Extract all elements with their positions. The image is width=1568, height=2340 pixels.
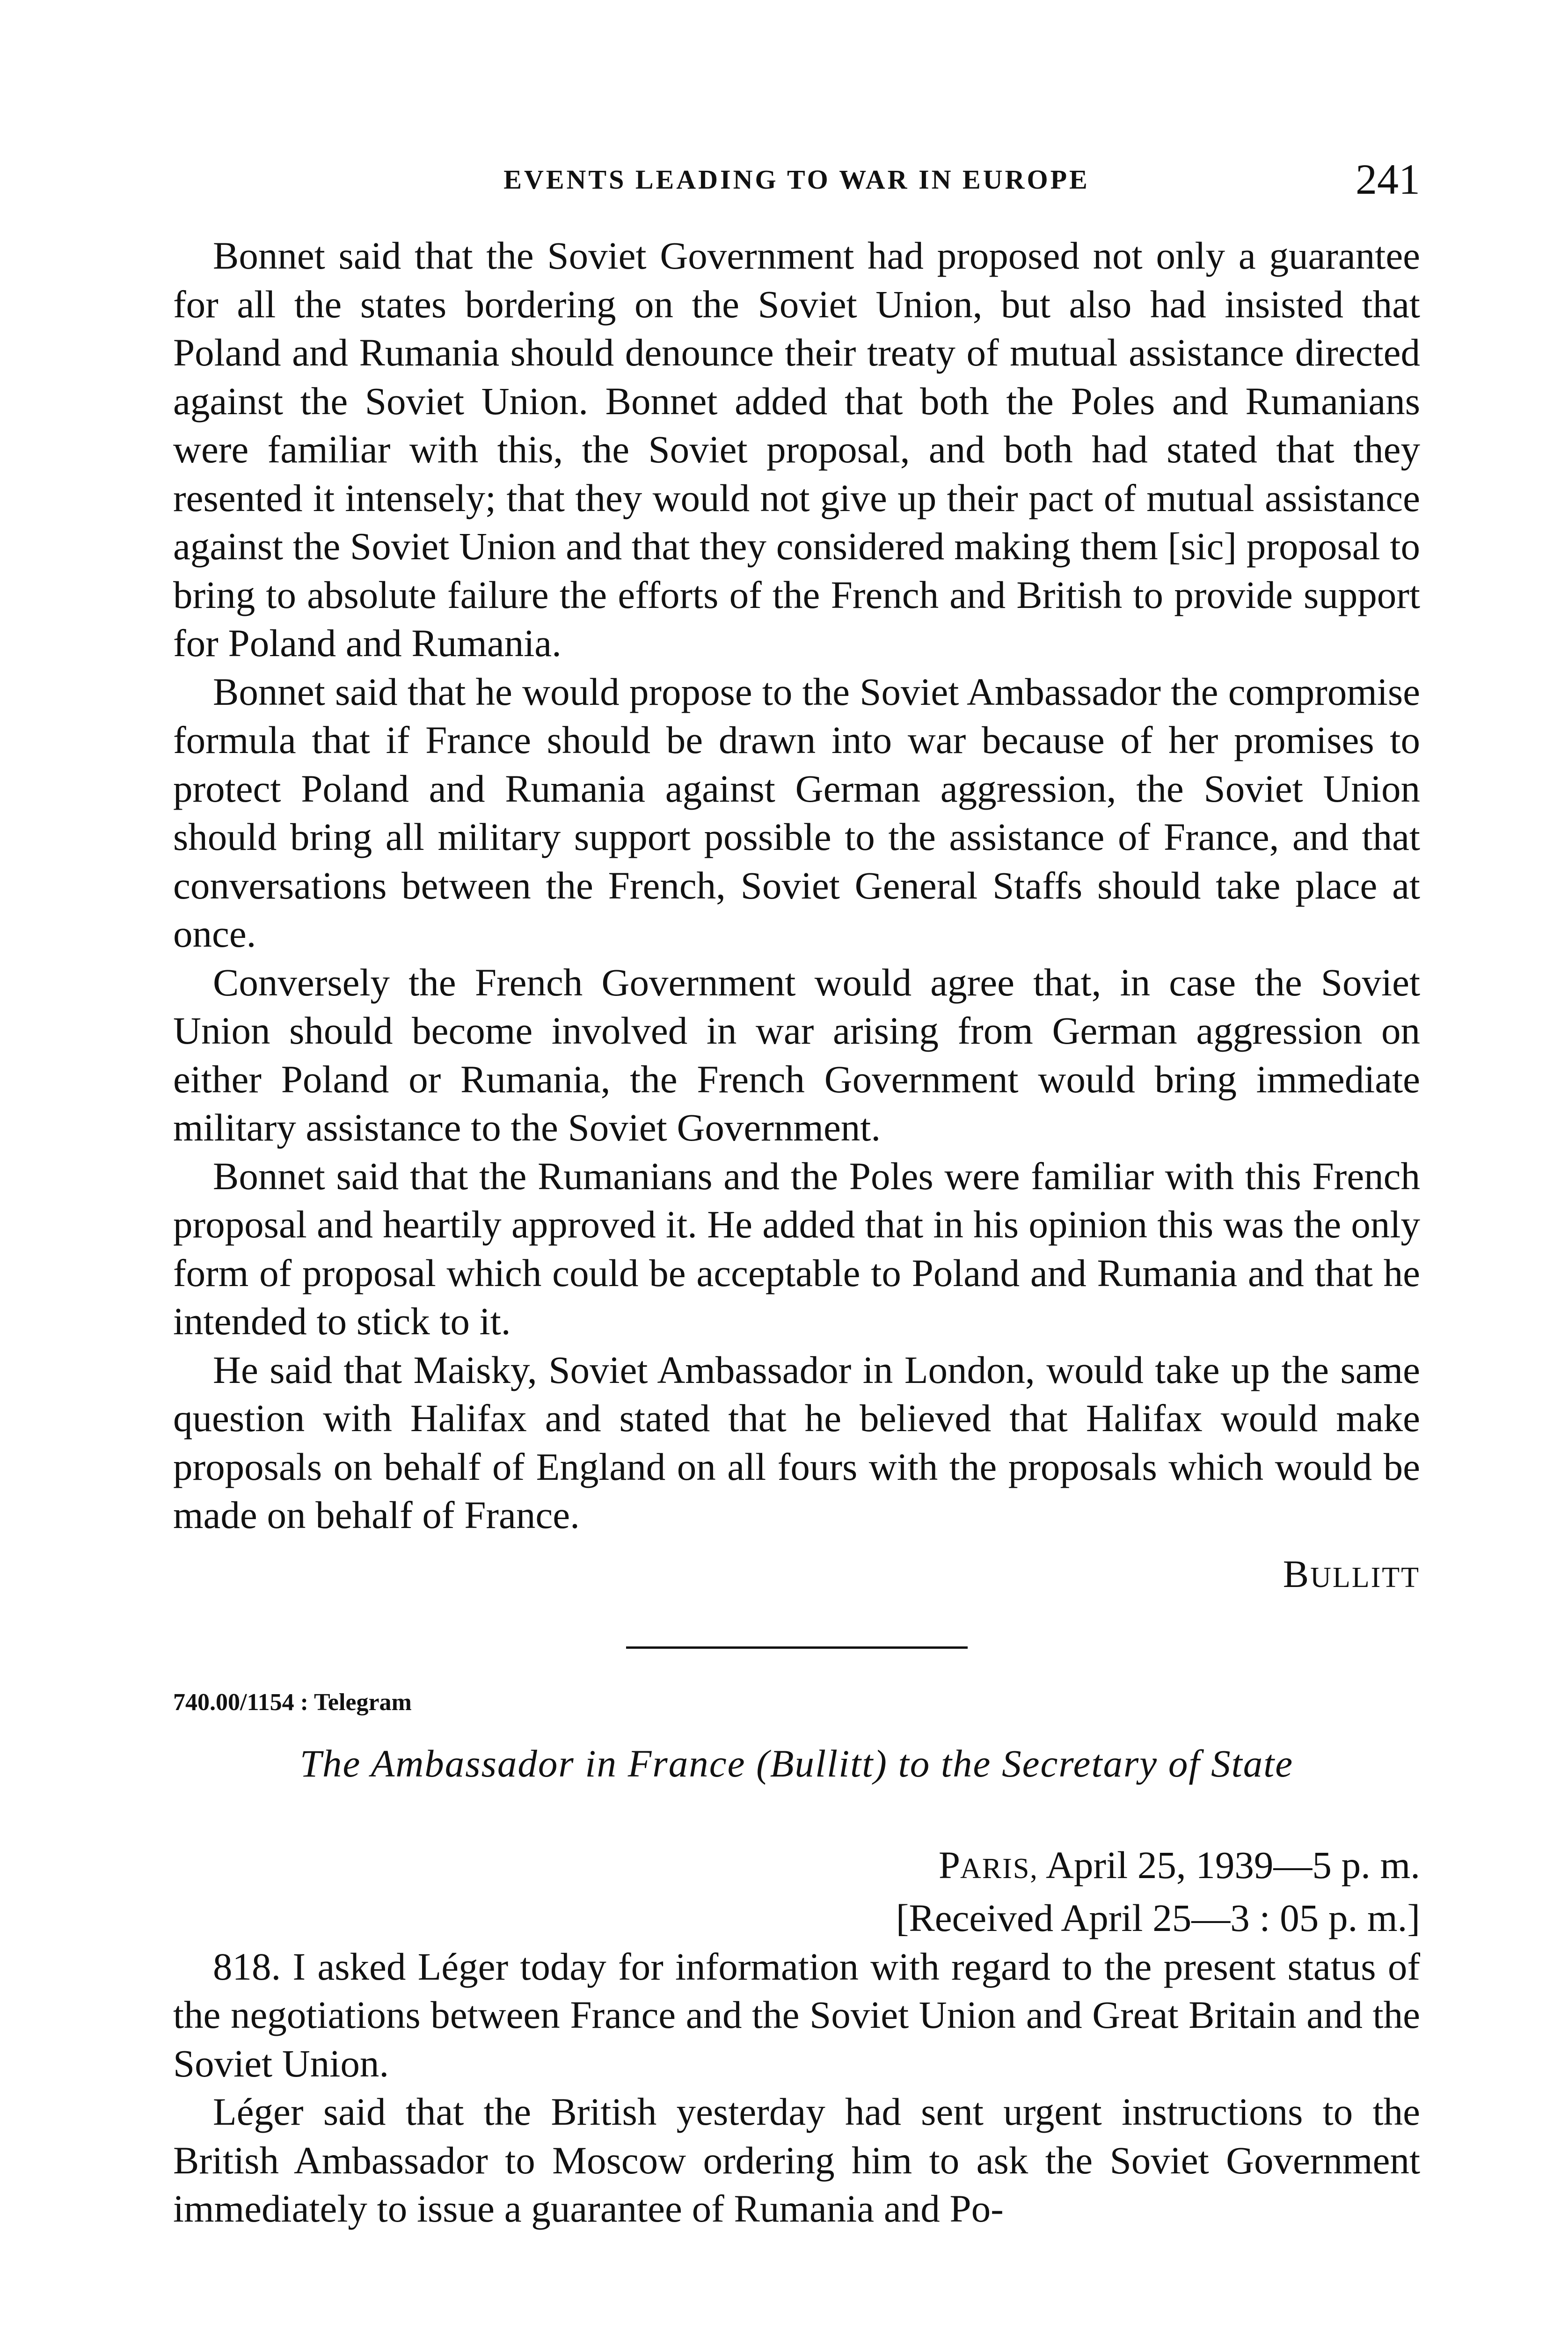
- dateline-sent: [173, 1841, 1420, 1894]
- document-reference: 740.00/1154 : Telegram: [173, 1689, 412, 1716]
- paragraph: Léger said that the British yesterday had sent urgent instructions to the British Ambassador to Moscow ordering him to ask the Soviet Government immediately to issue a guarantee of Rumania and Po-: [173, 2090, 1420, 2230]
- signature-rest: ULLITT: [1310, 1561, 1420, 1594]
- running-title: EVENTS LEADING TO WAR IN EUROPE: [503, 164, 1090, 195]
- body-text: [173, 232, 1420, 2233]
- place-rest: ARIS,: [960, 1852, 1038, 1885]
- paragraph: 818. I asked Léger today for information with regard to the present status of the negotiations between France and the Soviet Union and Great Britain and the Soviet Union.: [173, 1945, 1420, 2085]
- paragraph: Conversely the French Government would agree that, in case the Soviet Union should become involved in war arising from German aggression on either Poland or Rumania, the French Government would bring immediate military assistance to the Soviet Government.: [173, 960, 1420, 1149]
- place-initial: P: [938, 1843, 961, 1887]
- dateline-received: [Received April 25—3 : 05 p. m.]: [896, 1896, 1420, 1939]
- page-number: 241: [1356, 155, 1420, 203]
- signature-initial: B: [1283, 1552, 1311, 1595]
- dateline: [173, 1841, 1420, 1943]
- paragraph: Bonnet said that the Soviet Government had proposed not only a guarantee for all the states bordering on the Soviet Union, but also had insisted that Poland and Rumania should denounce their treaty of mutual assistance directed against the Soviet Union. Bonnet added that both the Poles and Rumanians were familiar with this, the Soviet proposal, and both had stated that they resented it intensely; that they would not give up their pact of mutual assistance against the Soviet Union and that they considered making them [sic] proposal to bring to absolute failure the efforts of the French and British to provide support for Poland and Rumania.: [173, 234, 1420, 665]
- document-title: The Ambassador in France (Bullitt) to the Secretary of State: [299, 1741, 1294, 1785]
- date-sent: April 25, 1939—5 p. m.: [1038, 1843, 1420, 1887]
- section-divider: [626, 1646, 968, 1649]
- running-head: [173, 154, 1420, 206]
- signature: [173, 1550, 1420, 1602]
- paragraph: Bonnet said that he would propose to the Soviet Ambassador the compromise formula that if France should be drawn into war because of her promises to protect Poland and Rumania against German aggression, the Soviet Union should bring all military support possible to the assistance of France, and that conversations between the French, Soviet General Staffs should take place at once.: [173, 670, 1420, 955]
- paragraph: Bonnet said that the Rumanians and the Poles were familiar with this French proposal and heartily approved it. He added that in his opinion this was the only form of proposal which could be acceptable to Poland and Rumania and that he intended to stick to it.: [173, 1154, 1420, 1343]
- paragraph: He said that Maisky, Soviet Ambassador in London, would take up the same question with Halifax and stated that he believed that Halifax would make proposals on behalf of England on all fours with the proposals which would be made on behalf of France.: [173, 1348, 1420, 1536]
